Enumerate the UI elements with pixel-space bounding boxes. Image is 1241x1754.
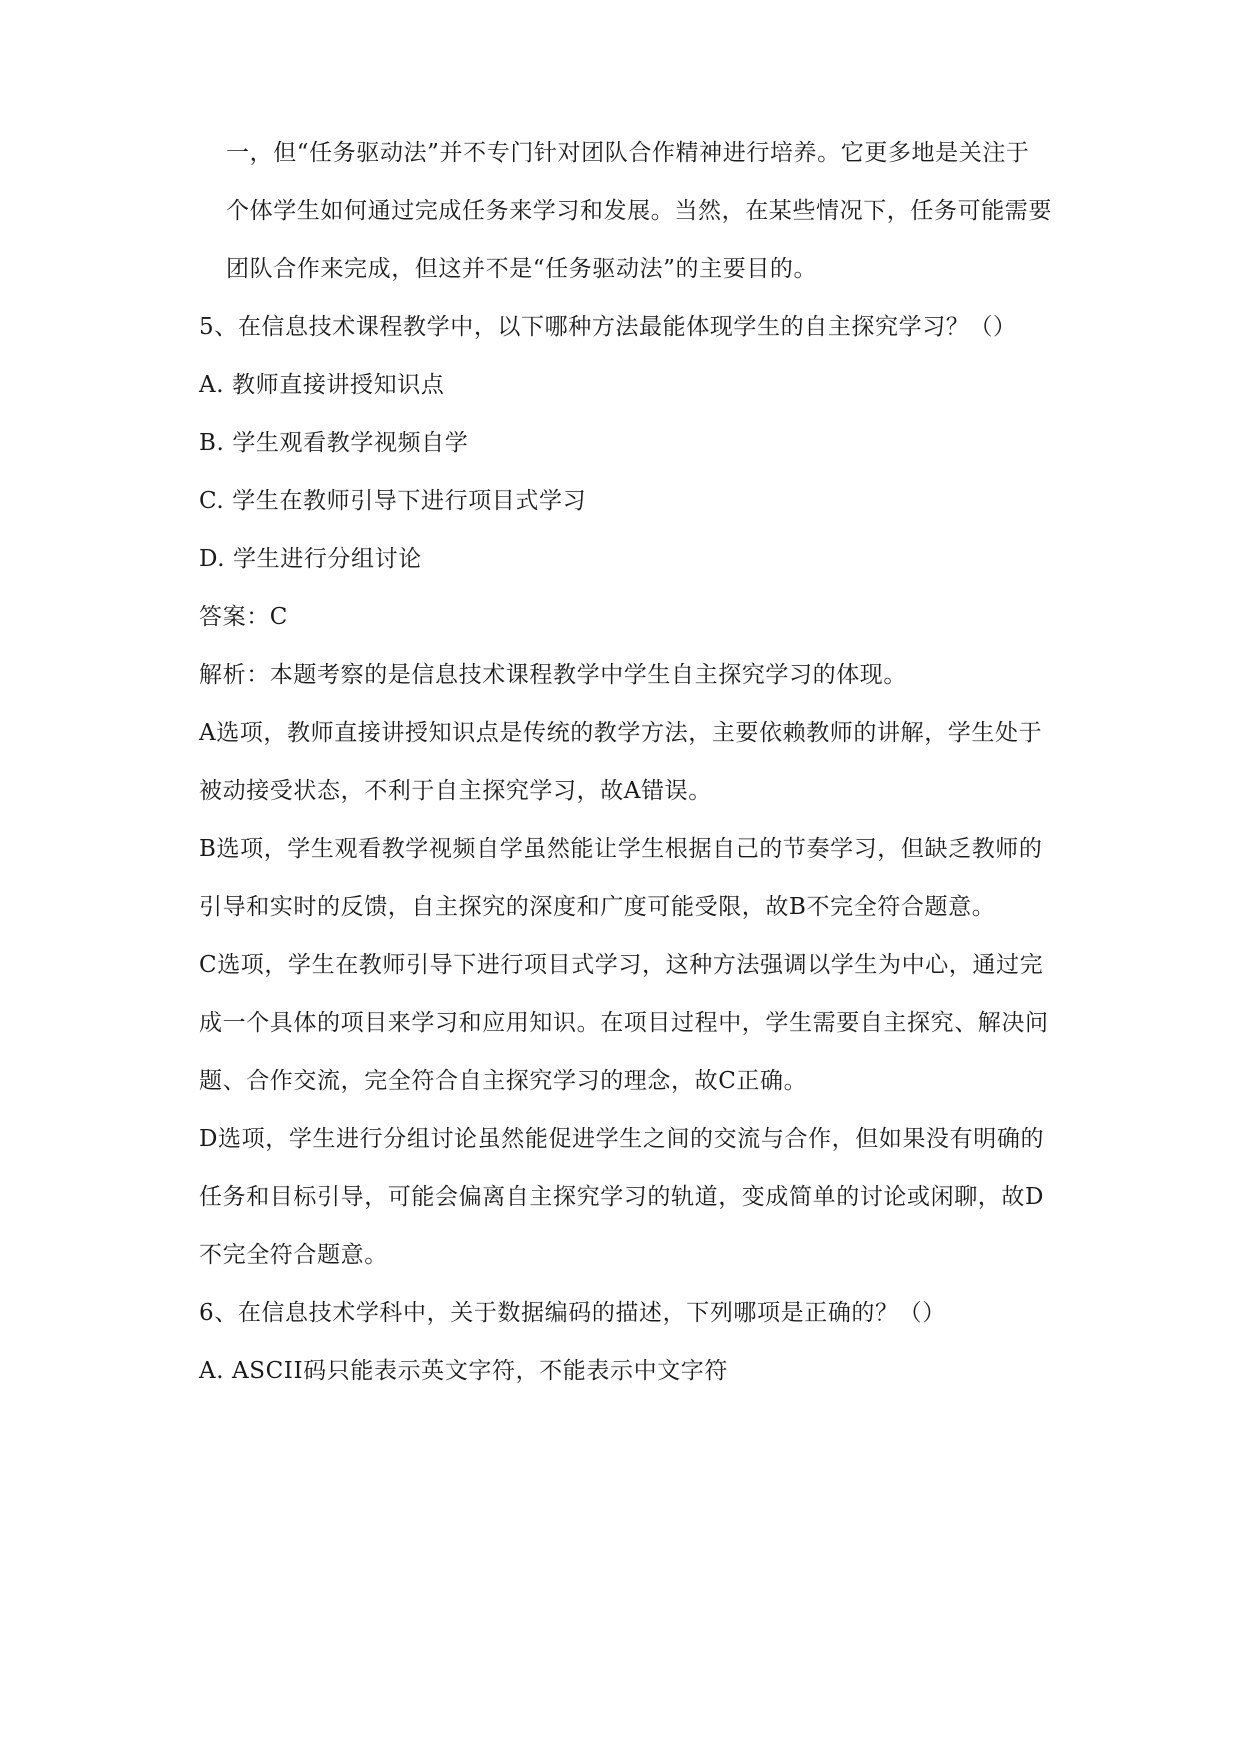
q5-analysis-d-line-3: 不完全符合题意。 <box>199 1242 388 1268</box>
q5-analysis-c-line-2: 成一个具体的项目来学习和应用知识。在项目过程中，学生需要自主探究、解决问 <box>199 1010 1049 1036</box>
q5-option-c: C. 学生在教师引导下进行项目式学习 <box>199 488 587 514</box>
q5-analysis-b-line-2: 引导和实时的反馈，自主探究的深度和广度可能受限，故B不完全符合题意。 <box>199 894 996 920</box>
q5-analysis-intro: 解析：本题考察的是信息技术课程教学中学生自主探究学习的体现。 <box>199 662 907 688</box>
q5-option-a: A. 教师直接讲授知识点 <box>199 372 445 398</box>
question-6: 6、在信息技术学科中，关于数据编码的描述，下列哪项是正确的？（） <box>199 1300 946 1326</box>
question-5: 5、在信息技术课程教学中，以下哪种方法最能体现学生的自主探究学习？（） <box>199 314 1017 340</box>
q5-option-b: B. 学生观看教学视频自学 <box>199 430 469 456</box>
q5-option-d: D. 学生进行分组讨论 <box>199 546 422 572</box>
q5-analysis-c-line-1: C选项，学生在教师引导下进行项目式学习，这种方法强调以学生为中心，通过完 <box>199 952 1044 978</box>
q5-analysis-d-line-1: D选项，学生进行分组讨论虽然能促进学生之间的交流与合作，但如果没有明确的 <box>199 1126 1045 1152</box>
q6-option-a: A. ASCII码只能表示英文字符，不能表示中文字符 <box>199 1358 728 1384</box>
carryover-line-2: 个体学生如何通过完成任务来学习和发展。当然，在某些情况下，任务可能需要 <box>226 198 1052 224</box>
q5-analysis-d-line-2: 任务和目标引导，可能会偏离自主探究学习的轨道，变成简单的讨论或闲聊，故D <box>199 1184 1045 1210</box>
carryover-line-3: 团队合作来完成，但这并不是“任务驱动法”的主要目的。 <box>226 256 818 282</box>
q5-analysis-b-line-1: B选项，学生观看教学视频自学虽然能让学生根据自己的节奏学习，但缺乏教师的 <box>199 836 1043 862</box>
q5-analysis-a-line-2: 被动接受状态，不利于自主探究学习，故A错误。 <box>199 778 712 804</box>
q5-answer: 答案：C <box>199 604 288 630</box>
carryover-line-1: 一，但“任务驱动法”并不专门针对团队合作精神进行培养。它更多地是关注于 <box>226 140 1030 166</box>
q5-analysis-a-line-1: A选项，教师直接讲授知识点是传统的教学方法，主要依赖教师的讲解，学生处于 <box>199 720 1043 746</box>
q5-analysis-c-line-3: 题、合作交流，完全符合自主探究学习的理念，故C正确。 <box>199 1068 808 1094</box>
